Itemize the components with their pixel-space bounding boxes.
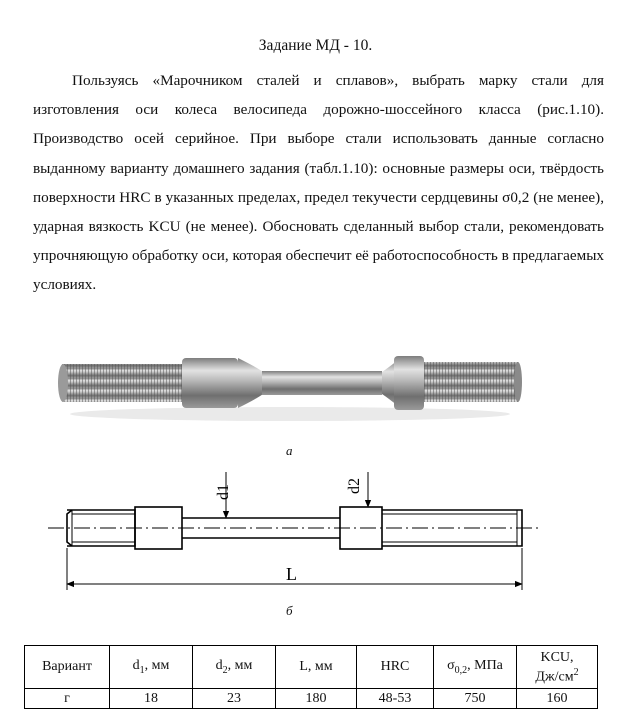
cell-L: 180 [276,689,357,709]
left-fillet [238,358,263,408]
left-thread [62,364,182,402]
caption-a: а [286,443,293,458]
d1-label: d1 [215,484,232,500]
right-shoulder [394,356,424,410]
axle-photo [58,338,522,426]
L-label: L [286,564,297,584]
left-end-face [58,364,68,402]
table-header-row [25,646,598,689]
header-kcu: KCU, $Дж/см^2$ [517,646,598,689]
task-title: Задание МД - 10. [258,37,373,54]
header-variant: Вариант [25,646,110,689]
header-hrc: HRC [357,646,434,689]
caption-b: б [286,603,293,618]
header-d1: $d_1$, мм [110,646,193,689]
left-shoulder [182,358,238,408]
central-shaft [262,371,382,395]
table-row [25,689,598,709]
right-thread [424,362,518,402]
variant-table [24,645,598,709]
axle-drawing [40,462,550,602]
header-sigma: $\sigma_{0,2}$, МПа [434,646,517,689]
cell-hrc: 48-53 [357,689,434,709]
header-d2: $d_2$, мм [193,646,276,689]
cell-d2: 23 [193,689,276,709]
cell-kcu: 160 [517,689,598,709]
photo-shadow [70,407,510,421]
right-end-face [514,362,522,402]
cell-sigma: 750 [434,689,517,709]
header-L: L, мм [276,646,357,689]
task-description: Пользуясь «Марочником сталей и сплавов», выбрать марку стали для изготовления оси колеса велосипеда дорожно-шоссейного класса (рис.1.10). Производство осей серийное. При выборе стали использовать данные согласно выданному варианту домашнего задания (табл.1.10): основные размеры оси, твёрдость поверхности HRC в указанных пределах, предел текучести сердцевины σ0,2 (не менее), ударная вязкость KCU (не менее). Обосновать сделанный выбор стали, рекомендовать упрочняющую обработку оси, которая обеспечит её работоспособность в предлагаемых условиях. [33,72,604,294]
d2-label: d2 [346,478,363,494]
cell-variant: г [25,689,110,709]
cell-d1: 18 [110,689,193,709]
